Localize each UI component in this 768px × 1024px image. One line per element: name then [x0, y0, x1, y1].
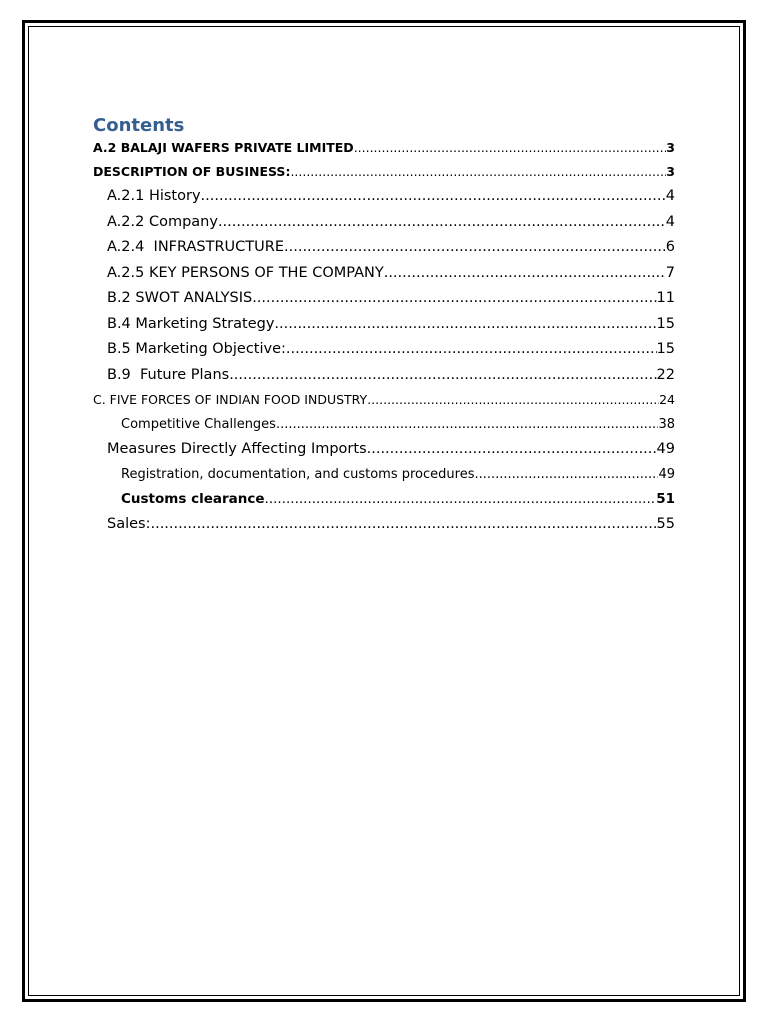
- toc-entry-page: 22: [656, 366, 675, 383]
- toc-entry[interactable]: [93, 487, 675, 512]
- toc-entry-page: 49: [658, 467, 675, 482]
- toc-entry[interactable]: [93, 184, 675, 210]
- toc-leader-dots: [286, 337, 657, 363]
- toc-entry-title: B.2 SWOT ANALYSIS: [107, 290, 253, 306]
- toc-entry-page: 3: [666, 164, 675, 179]
- toc-entry-title: C. FIVE FORCES OF INDIAN FOOD INDUSTRY: [93, 392, 368, 407]
- toc-entry[interactable]: [93, 412, 675, 437]
- toc-entry-page: 15: [656, 315, 675, 332]
- toc-entry-title: Registration, documentation, and customs procedures: [121, 467, 475, 482]
- toc-leader-dots: [252, 286, 656, 312]
- toc-entry-title: DESCRIPTION OF BUSINESS:: [93, 164, 291, 179]
- toc-entry-title: B.4 Marketing Strategy: [107, 315, 275, 332]
- toc-entry[interactable]: [93, 337, 675, 363]
- toc-entry-title: B.5 Marketing Objective:: [107, 341, 286, 357]
- toc-entry-page: 4: [665, 188, 675, 204]
- toc-entry[interactable]: [93, 312, 675, 338]
- toc-entry-page: 38: [658, 417, 675, 432]
- toc-entry[interactable]: [93, 286, 675, 312]
- toc-leader-dots: [229, 363, 656, 389]
- toc-entry-title: Customs clearance: [121, 491, 265, 507]
- toc-entry-page: 7: [665, 264, 675, 281]
- toc-entry-page: 15: [656, 341, 675, 357]
- toc-leader-dots: [367, 388, 659, 412]
- toc-entry[interactable]: [93, 462, 675, 487]
- toc-entry-page: 55: [656, 516, 675, 532]
- toc-entry-page: 3: [666, 140, 675, 155]
- toc-entry[interactable]: [93, 363, 675, 389]
- toc-entry[interactable]: [93, 160, 675, 184]
- toc-leader-dots: [474, 462, 658, 487]
- toc-entry-page: 49: [656, 441, 675, 457]
- toc-entry[interactable]: [93, 235, 675, 261]
- toc-entry[interactable]: [93, 136, 675, 160]
- toc-leader-dots: [218, 210, 666, 236]
- toc-heading: Contents: [93, 115, 185, 136]
- toc-entry[interactable]: [93, 388, 675, 412]
- toc-entry-page: 11: [656, 290, 675, 306]
- toc-entry[interactable]: [93, 261, 675, 287]
- toc-leader-dots: [290, 160, 666, 184]
- toc-leader-dots: [384, 261, 666, 287]
- toc-entry[interactable]: [93, 437, 675, 462]
- table-of-contents: [93, 136, 675, 537]
- toc-leader-dots: [276, 412, 659, 437]
- toc-leader-dots: [354, 136, 667, 160]
- toc-entry-page: 6: [665, 239, 675, 255]
- toc-leader-dots: [367, 437, 657, 462]
- toc-entry-page: 24: [659, 392, 675, 407]
- toc-entry-title: B.9 Future Plans: [107, 366, 230, 383]
- toc-entry-title: Measures Directly Affecting Imports: [107, 441, 367, 457]
- toc-entry-title: Sales:: [107, 516, 151, 532]
- toc-entry-page: 51: [656, 491, 675, 507]
- toc-entry-title: A.2.2 Company: [107, 213, 218, 230]
- toc-entry-title: A.2 BALAJI WAFERS PRIVATE LIMITED: [93, 140, 354, 155]
- toc-leader-dots: [284, 235, 666, 261]
- toc-entry-page: 4: [665, 213, 675, 230]
- toc-entry-title: A.2.1 History: [107, 188, 201, 204]
- toc-leader-dots: [150, 512, 656, 537]
- toc-entry-title: Competitive Challenges: [121, 417, 276, 432]
- toc-leader-dots: [274, 312, 656, 338]
- toc-entry-title: A.2.5 KEY PERSONS OF THE COMPANY: [107, 264, 384, 281]
- toc-leader-dots: [201, 184, 666, 210]
- toc-entry[interactable]: [93, 210, 675, 236]
- toc-entry-title: A.2.4 INFRASTRUCTURE: [107, 239, 285, 255]
- toc-leader-dots: [265, 487, 657, 512]
- toc-entry[interactable]: [93, 512, 675, 537]
